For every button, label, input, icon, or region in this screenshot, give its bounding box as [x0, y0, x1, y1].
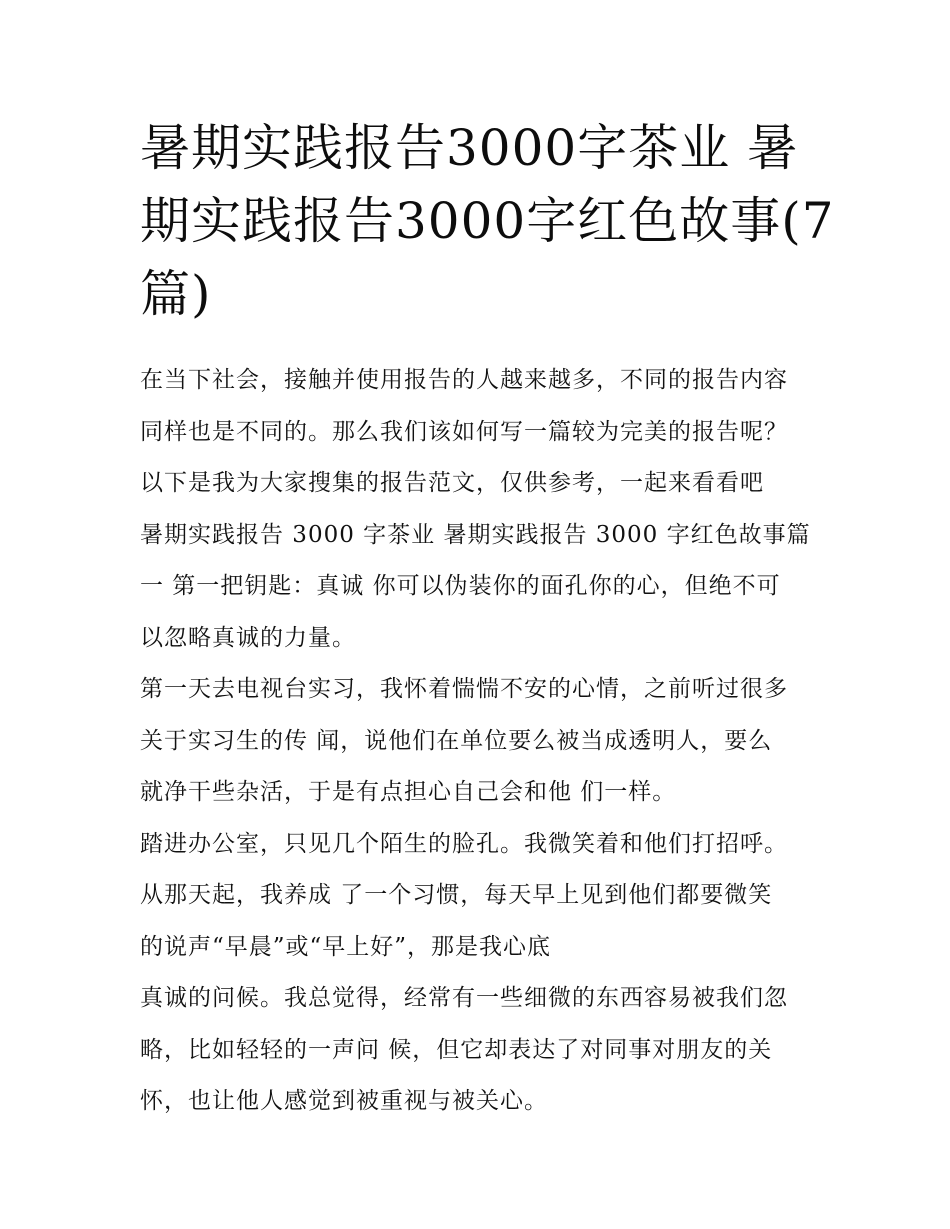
text-line: 关于实习生的传 闻，说他们在单位要么被当成透明人，要么 [140, 727, 773, 754]
text-line: 在当下社会，接触并使用报告的人越来越多，不同的报告内容 [140, 367, 788, 393]
text-line: 一 第一把钥匙：真诚 你可以伪装你的面孔你的心，但绝不可 [140, 573, 781, 599]
document-body [140, 355, 830, 1128]
text-line: 暑期实践报告 3000 字茶业 暑期实践报告 3000 字红色故事篇 [140, 521, 811, 548]
text-line: 踏进办公室，只见几个陌生的脸孔。我微笑着和他们打招呼。 [140, 830, 788, 857]
body-paragraph [140, 664, 830, 819]
body-paragraph [140, 819, 830, 974]
text-line: 真诚的问候。我总觉得，经常有一些细微的东西容易被我们忽 [140, 985, 788, 1011]
text-line: 同样也是不同的。那么我们该如何写一篇较为完美的报告呢？ [140, 418, 788, 445]
text-line: 从那天起，我养成 了一个习惯，每天早上见到他们都要微笑 [140, 882, 773, 908]
text-line: 第一天去电视台实习，我怀着惴惴不安的心情，之前听过很多 [140, 676, 788, 702]
title-line: 篇) [140, 265, 212, 323]
intro-paragraph [140, 355, 830, 664]
text-line: 略，比如轻轻的一声问 候，但它却表达了对同事对朋友的关 [140, 1036, 773, 1063]
text-line: 的说声“早晨”或“早上好”，那是我心底 [140, 933, 552, 960]
text-line: 以下是我为大家搜集的报告范文，仅供参考，一起来看看吧 [140, 470, 764, 496]
title-line: 期实践报告3000字红色故事(7 [140, 192, 835, 250]
document-title [140, 112, 835, 331]
title-line: 暑期实践报告3000字茶业 暑 [140, 119, 799, 177]
text-line: 怀，也让他人感觉到被重视与被关心。 [140, 1088, 548, 1114]
text-line: 就净干些杂活，于是有点担心自己会和他 们一样。 [140, 779, 677, 805]
text-line: 以忽略真诚的力量。 [140, 624, 356, 651]
body-paragraph [140, 973, 830, 1128]
